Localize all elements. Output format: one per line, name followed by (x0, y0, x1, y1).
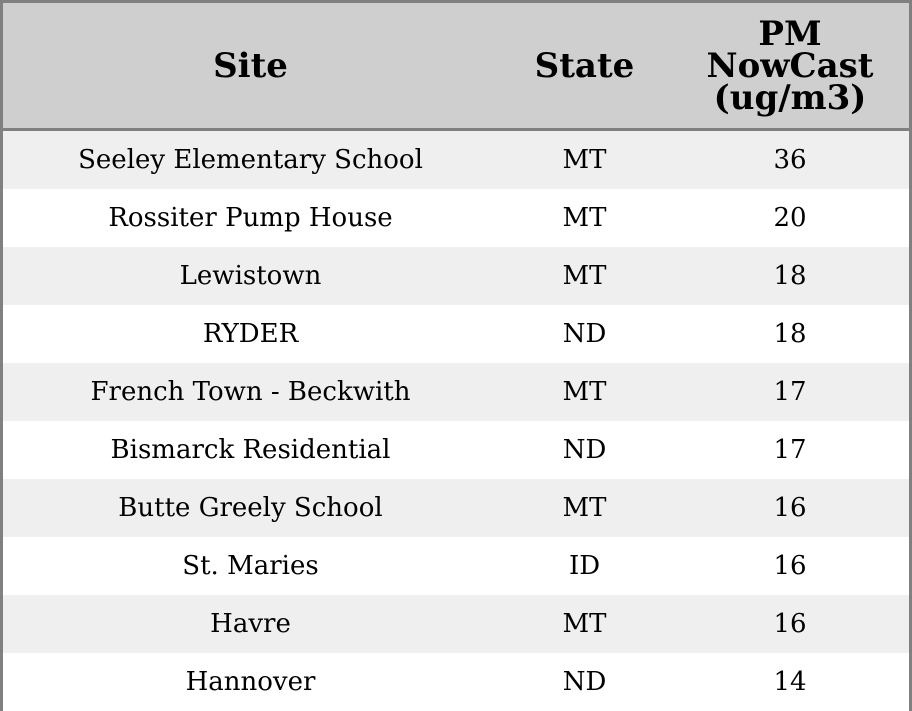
header-pm-line-2: NowCast (706, 45, 874, 86)
header-pm-line-3: (ug/m3) (713, 77, 867, 118)
state-cell: MT (498, 595, 671, 653)
site-cell: St. Maries (3, 537, 498, 595)
table-row (3, 595, 909, 653)
pm-nowcast-table (3, 3, 909, 711)
table-body (3, 130, 909, 711)
table-row (3, 421, 909, 479)
pm-value-cell: 18 (671, 247, 909, 305)
table-row (3, 130, 909, 190)
header-pm-line-1: PM (758, 13, 822, 54)
pm-value-cell: 17 (671, 363, 909, 421)
state-cell: MT (498, 189, 671, 247)
header-site-line: Site (213, 45, 288, 86)
table-row (3, 537, 909, 595)
header-pm-nowcast (671, 3, 909, 130)
header-state (498, 3, 671, 130)
state-cell: MT (498, 247, 671, 305)
table-row (3, 363, 909, 421)
pm-value-cell: 36 (671, 130, 909, 190)
table-row (3, 653, 909, 711)
pm-value-cell: 18 (671, 305, 909, 363)
pm-value-cell: 17 (671, 421, 909, 479)
table-row (3, 189, 909, 247)
state-cell: ID (498, 537, 671, 595)
header-site (3, 3, 498, 130)
pm-value-cell: 20 (671, 189, 909, 247)
pm-value-cell: 16 (671, 537, 909, 595)
site-cell: Hannover (3, 653, 498, 711)
state-cell: MT (498, 363, 671, 421)
table-row (3, 305, 909, 363)
site-cell: Bismarck Residential (3, 421, 498, 479)
state-cell: ND (498, 305, 671, 363)
pm-value-cell: 16 (671, 479, 909, 537)
state-cell: MT (498, 479, 671, 537)
header-row (3, 3, 909, 130)
site-cell: Rossiter Pump House (3, 189, 498, 247)
table-header (3, 3, 909, 130)
site-cell: Havre (3, 595, 498, 653)
site-cell: RYDER (3, 305, 498, 363)
state-cell: MT (498, 130, 671, 190)
state-cell: ND (498, 653, 671, 711)
site-cell: Butte Greely School (3, 479, 498, 537)
pm-value-cell: 14 (671, 653, 909, 711)
site-cell: Seeley Elementary School (3, 130, 498, 190)
site-cell: French Town - Beckwith (3, 363, 498, 421)
table-row (3, 479, 909, 537)
header-state-line: State (534, 45, 635, 86)
table-row (3, 247, 909, 305)
site-cell: Lewistown (3, 247, 498, 305)
pm-value-cell: 16 (671, 595, 909, 653)
state-cell: ND (498, 421, 671, 479)
